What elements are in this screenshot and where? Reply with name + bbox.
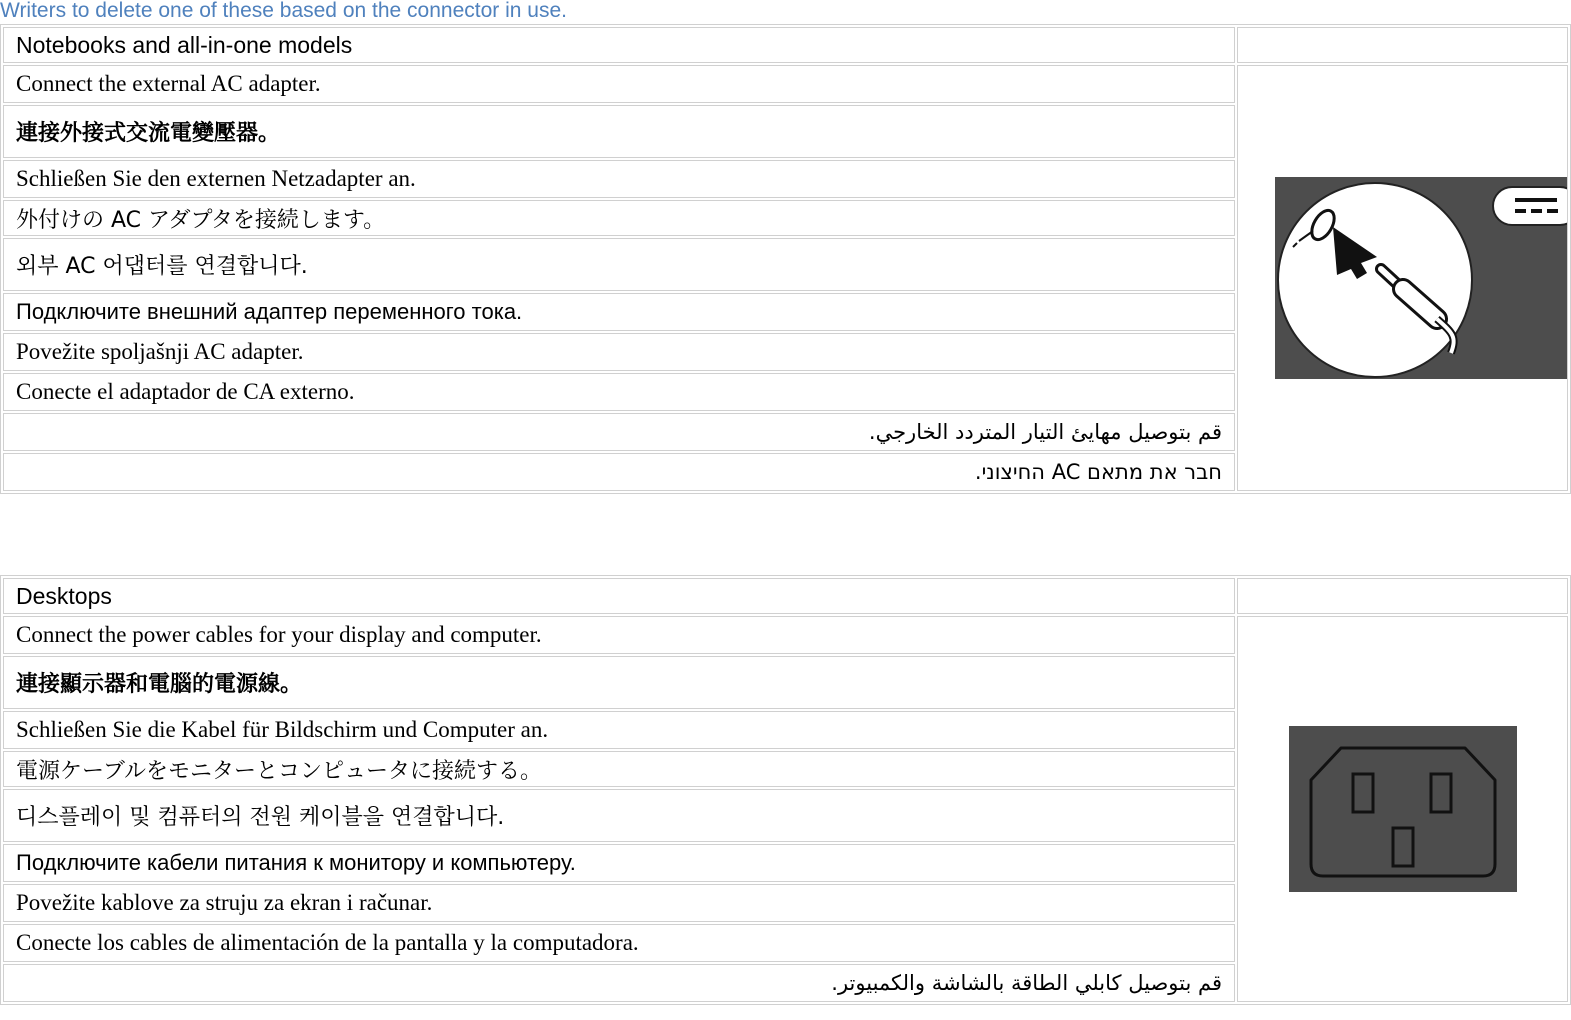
desktops-line-ru: Подключите кабели питания к монитору и компьютеру. <box>3 844 1235 882</box>
ac-adapter-plug-illustration <box>1275 177 1568 379</box>
desktops-illustration-cell <box>1237 616 1568 1002</box>
notebooks-line-en: Connect the external AC adapter. <box>3 65 1235 103</box>
notebooks-line-es: Conecte el adaptador de CA externo. <box>3 373 1235 411</box>
notebooks-line-ja: 外付けの AC アダプタを接続します。 <box>3 200 1235 236</box>
desktops-line-zh: 連接顯示器和電腦的電源線。 <box>3 656 1235 709</box>
power-socket-illustration <box>1289 726 1517 892</box>
notebooks-table <box>0 24 1571 494</box>
notebooks-line-he: חבר את מתאם AC החיצוני. <box>3 453 1235 491</box>
notebooks-line-sr: Povežite spoljašnji AC adapter. <box>3 333 1235 371</box>
notebooks-header: Notebooks and all-in-one models <box>3 27 1235 63</box>
desktops-line-de: Schließen Sie die Kabel für Bildschirm und Computer an. <box>3 711 1235 749</box>
desktops-line-en: Connect the power cables for your display and computer. <box>3 616 1235 654</box>
desktops-line-sr: Povežite kablove za struju za ekran i računar. <box>3 884 1235 922</box>
notebooks-line-zh: 連接外接式交流電變壓器。 <box>3 105 1235 158</box>
desktops-header: Desktops <box>3 578 1235 614</box>
notebooks-line-ar: قم بتوصيل مهايئ التيار المتردد الخارجي. <box>3 413 1235 451</box>
writer-note: Writers to delete one of these based on the connector in use. <box>0 0 567 22</box>
desktops-line-ja: 電源ケーブルをモニターとコンピュータに接続する。 <box>3 751 1235 787</box>
notebooks-line-ru: Подключите внешний адаптер переменного тока. <box>3 293 1235 331</box>
notebooks-line-ko: 외부 AC 어댑터를 연결합니다. <box>3 238 1235 291</box>
notebooks-illustration-cell <box>1237 65 1568 491</box>
notebooks-header-right <box>1237 27 1568 63</box>
desktops-table <box>0 575 1571 1005</box>
desktops-line-ko: 디스플레이 및 컴퓨터의 전원 케이블을 연결합니다. <box>3 789 1235 842</box>
desktops-header-right <box>1237 578 1568 614</box>
notebooks-line-de: Schließen Sie den externen Netzadapter an. <box>3 160 1235 198</box>
desktops-line-es: Conecte los cables de alimentación de la pantalla y la computadora. <box>3 924 1235 962</box>
desktops-line-ar: قم بتوصيل كابلي الطاقة بالشاشة والكمبيوتر. <box>3 964 1235 1002</box>
